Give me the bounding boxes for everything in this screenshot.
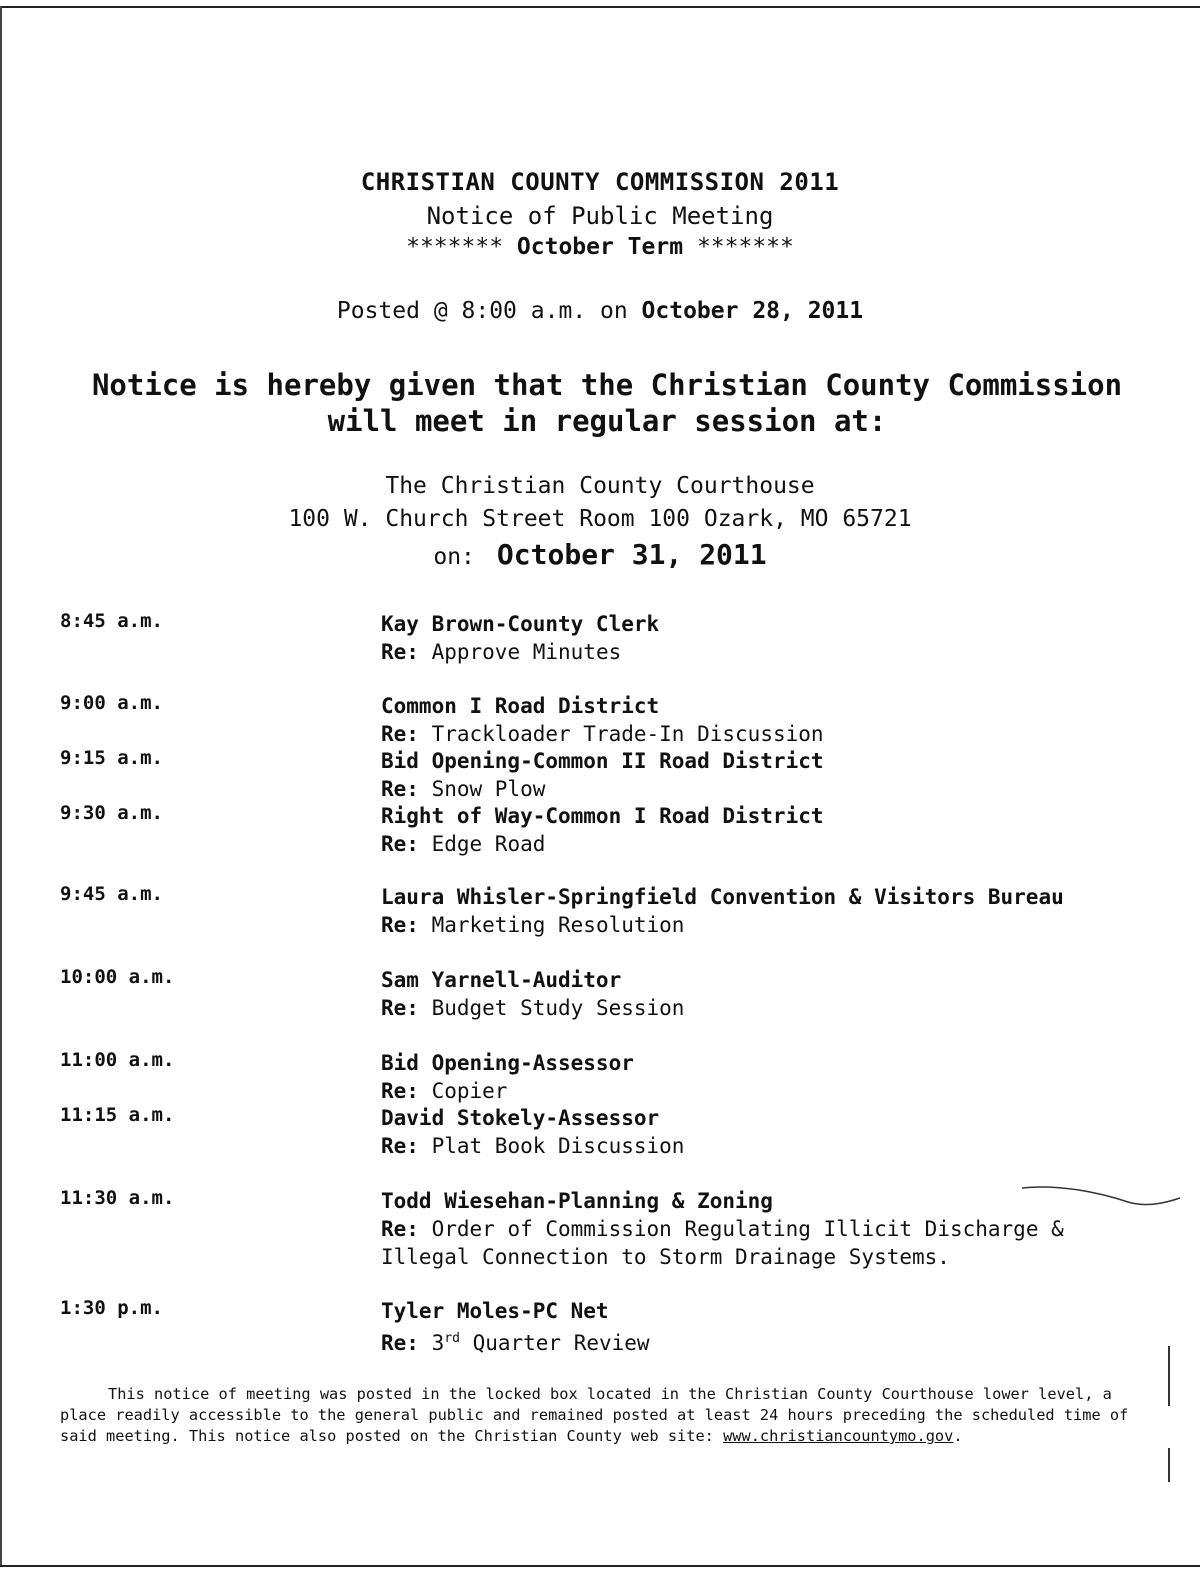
- agenda-time: 1:30 p.m.: [60, 1297, 163, 1319]
- agenda-presenter: Bid Opening-Common II Road District: [381, 749, 824, 773]
- agenda-detail: [381, 883, 1141, 939]
- re-label: Re:: [381, 1217, 419, 1241]
- agenda-re-line: [381, 1132, 1141, 1160]
- agenda-detail: [381, 747, 1141, 803]
- agenda-subject: Budget Study Session: [431, 996, 685, 1020]
- term-label: October Term: [516, 234, 684, 260]
- agenda-time: 11:30 a.m.: [60, 1187, 175, 1209]
- ordinal-number: 3: [431, 1331, 445, 1355]
- agenda-re-line: [381, 1325, 1141, 1357]
- agenda-presenter: Sam Yarnell-Auditor: [381, 968, 622, 992]
- agenda-re-line: [381, 720, 1141, 748]
- meeting-date-line: [0, 538, 1200, 571]
- venue-address: 100 W. Church Street Room 100 Ozark, MO 65721: [288, 506, 912, 532]
- agenda-re-line: [381, 994, 1141, 1022]
- re-label: Re:: [381, 1134, 419, 1158]
- agenda-detail: [381, 1104, 1141, 1160]
- agenda-detail: [381, 610, 1141, 666]
- agenda-subject: Quarter Review: [472, 1331, 650, 1355]
- agenda-subject: Edge Road: [431, 832, 546, 856]
- agenda-re-line: [381, 1077, 1141, 1105]
- posting-statement: [60, 1384, 1150, 1447]
- agenda-time: 9:30 a.m.: [60, 802, 163, 824]
- re-label: Re:: [381, 913, 419, 937]
- term-stars-left: *******: [406, 234, 504, 260]
- posted-line: [0, 298, 1200, 324]
- agenda-subject: Trackloader Trade-In Discussion: [431, 722, 824, 746]
- agenda-detail: [381, 1049, 1141, 1105]
- re-label: Re:: [381, 1079, 419, 1103]
- scan-mark: [1168, 1346, 1170, 1406]
- ordinal-suffix: rd: [444, 1331, 460, 1346]
- county-website-link[interactable]: www.christiancountymo.gov: [723, 1427, 954, 1445]
- agenda-time: 11:15 a.m.: [60, 1104, 175, 1126]
- agenda-detail: [381, 966, 1141, 1022]
- agenda-presenter: Laura Whisler-Springfield Convention & Visitors Bureau: [381, 885, 1064, 909]
- agenda-presenter: Todd Wiesehan-Planning & Zoning: [381, 1189, 773, 1213]
- agenda-time: 9:45 a.m.: [60, 883, 163, 905]
- meeting-date: October 31, 2011: [496, 538, 767, 571]
- agenda-re-line: [381, 775, 1141, 803]
- posted-prefix: Posted @ 8:00 a.m. on: [336, 298, 628, 324]
- venue-name: The Christian County Courthouse: [385, 473, 815, 499]
- agenda-re-line: [381, 638, 1141, 666]
- term-stars-right: *******: [696, 234, 794, 260]
- agenda-subject-continuation: Illegal Connection to Storm Drainage Systems.: [381, 1245, 950, 1269]
- statement-end: .: [953, 1427, 963, 1445]
- agenda-detail: [381, 692, 1141, 748]
- pen-stroke-mark: [1018, 1180, 1183, 1220]
- re-label: Re:: [381, 832, 419, 856]
- scan-mark: [1168, 1448, 1170, 1482]
- agenda-time: 9:00 a.m.: [60, 692, 163, 714]
- agenda-re-line: [381, 830, 1141, 858]
- agenda-time: 10:00 a.m.: [60, 966, 175, 988]
- document-title: CHRISTIAN COUNTY COMMISSION 2011: [360, 168, 840, 196]
- posted-date: October 28, 2011: [641, 298, 864, 324]
- agenda-presenter: Kay Brown-County Clerk: [381, 612, 660, 636]
- page-border-bottom: [0, 1565, 1200, 1567]
- agenda-re-line: [381, 911, 1141, 939]
- notice-line-1: Notice is hereby given that the Christian County Commission: [91, 368, 1123, 402]
- re-label: Re:: [381, 996, 419, 1020]
- agenda-time: 11:00 a.m.: [60, 1049, 175, 1071]
- agenda-presenter: Right of Way-Common I Road District: [381, 804, 824, 828]
- re-label: Re:: [381, 640, 419, 664]
- agenda-presenter: David Stokely-Assessor: [381, 1106, 660, 1130]
- agenda-detail: [381, 1297, 1141, 1357]
- agenda-subject: Plat Book Discussion: [431, 1134, 685, 1158]
- re-label: Re:: [381, 1331, 419, 1355]
- term-line: [0, 234, 1200, 260]
- notice-line-2: will meet in regular session at:: [327, 404, 887, 438]
- agenda-time: 8:45 a.m.: [60, 610, 163, 632]
- document-subtitle: Notice of Public Meeting: [426, 202, 774, 230]
- re-label: Re:: [381, 777, 419, 801]
- agenda-subject: Order of Commission Regulating Illicit Discharge &: [431, 1217, 1064, 1241]
- agenda-time: 9:15 a.m.: [60, 747, 163, 769]
- on-label: on:: [433, 544, 475, 570]
- agenda-subject: Approve Minutes: [431, 640, 622, 664]
- page-border-top: [0, 6, 1200, 8]
- agenda-presenter: Tyler Moles-PC Net: [381, 1299, 609, 1323]
- re-label: Re:: [381, 722, 419, 746]
- agenda-detail: [381, 802, 1141, 858]
- agenda-subject: Snow Plow: [431, 777, 546, 801]
- agenda-subject: Copier: [431, 1079, 508, 1103]
- agenda-subject: Marketing Resolution: [431, 913, 685, 937]
- agenda-presenter: Bid Opening-Assessor: [381, 1051, 634, 1075]
- posting-statement-text: This notice of meeting was posted in the locked box located in the Christian County Courthouse lower level, a place readily accessible to the general public and remained posted at least 24 hours preceding the scheduled time of said meeting. This notice also posted on the Christian County web site:: [60, 1385, 1129, 1445]
- agenda-presenter: Common I Road District: [381, 694, 660, 718]
